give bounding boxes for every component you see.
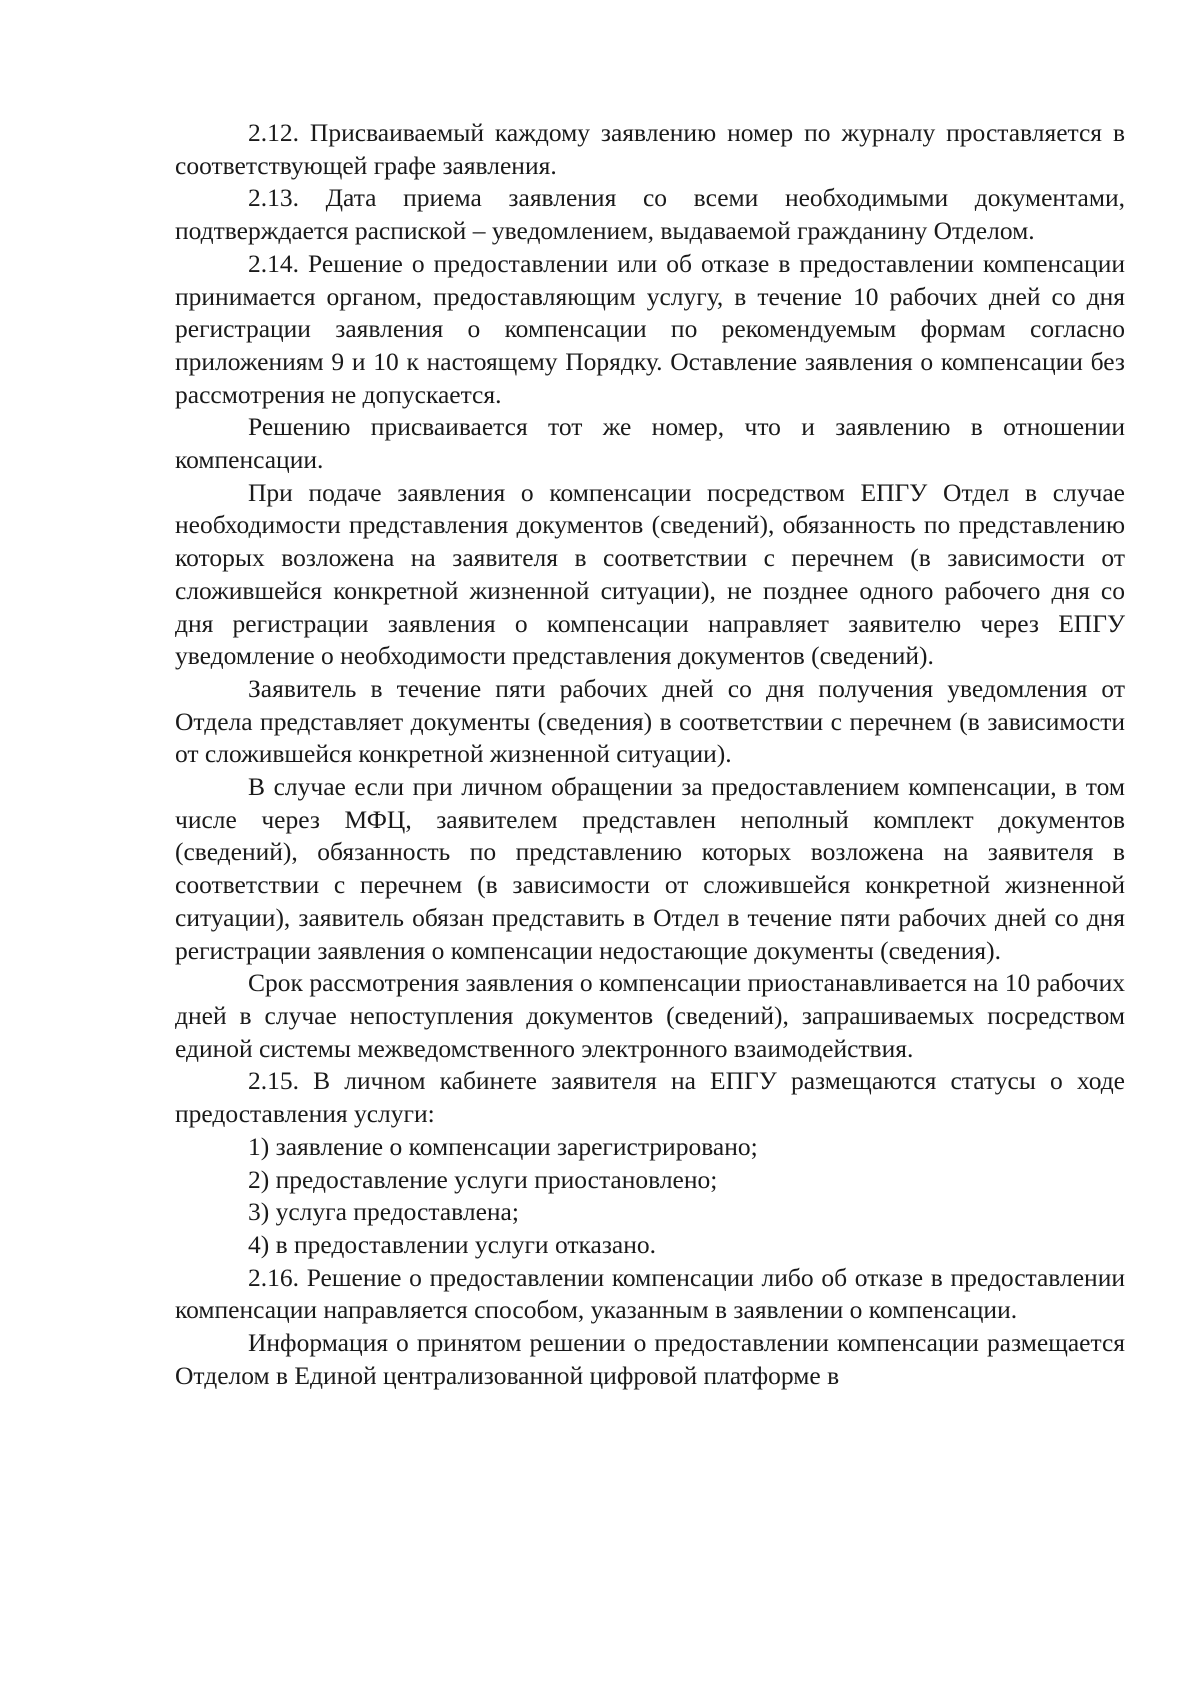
paragraph-decision-number: Решению присваивается тот же номер, что и заявлению в отношении компенсации. (175, 412, 1125, 475)
paragraph-decision-info: Информация о принятом решении о предоставлении компенсации размещается Отделом в Единой централизованной цифровой платформе в (175, 1328, 1125, 1390)
paragraph-applicant-deadline: Заявитель в течение пяти рабочих дней со дня получения уведомления от Отдела представляет документы (сведения) в соответствии с перечнем (в зависимости от сложившейся конкретной жизненной ситуации). (175, 673, 1125, 769)
status-list-item: 3) услуга предоставлена; (248, 1197, 519, 1227)
document-body (175, 117, 1125, 1392)
status-list-item: 1) заявление о компенсации зарегистрировано; (248, 1131, 758, 1161)
paragraph-2-12: 2.12. Присваиваемый каждому заявлению номер по журналу проставляется в соответствующей графе заявления. (175, 118, 1125, 180)
paragraph-2-13: 2.13. Дата приема заявления со всеми необходимыми документами, подтверждается распиской – уведомлением, выдаваемой гражданину Отделом. (175, 183, 1125, 246)
paragraph-2-15: 2.15. В личном кабинете заявителя на ЕПГУ размещаются статусы о ходе предоставления услуги: (175, 1066, 1125, 1129)
paragraph-2-16: 2.16. Решение о предоставлении компенсации либо об отказе в предоставлении компенсации направляется способом, указанным в заявлении о компенсации. (175, 1262, 1125, 1325)
status-list-item: 4) в предоставлении услуги отказано. (248, 1229, 656, 1259)
paragraph-incomplete-documents: В случае если при личном обращении за предоставлением компенсации, в том числе через МФЦ, заявителем представлен неполный комплект документов (сведений), обязанность по представлению которых возложена на заявителя в соответствии с перечнем (в зависимости от сложившейся конкретной жизненной ситуации), заявитель обязан представить в Отдел в течение пяти рабочих дней со дня регистрации заявления о компенсации недостающие документы (сведения). (175, 772, 1125, 965)
paragraph-suspension-term: Срок рассмотрения заявления о компенсации приостанавливается на 10 рабочих дней в случае непоступления документов (сведений), запрашиваемых посредством единой системы межведомственного электронного взаимодействия. (175, 968, 1125, 1063)
status-list-item: 2) предоставление услуги приостановлено; (248, 1164, 718, 1194)
paragraph-epgu-submission: При подаче заявления о компенсации посредством ЕПГУ Отдел в случае необходимости представления документов (сведений), обязанность по представлению которых возложена на заявителя в соответствии с перечнем (в зависимости от сложившейся конкретной жизненной ситуации), не позднее одного рабочего дня со дня регистрации заявления о компенсации направляет заявителю через ЕПГУ уведомление о необходимости представления документов (сведений). (175, 477, 1125, 671)
paragraph-2-14: 2.14. Решение о предоставлении или об отказе в предоставлении компенсации принимается органом, предоставляющим услугу, в течение 10 рабочих дней со дня регистрации заявления о компенсации по рекомендуемым формам согласно приложениям 9 и 10 к настоящему Порядку. Оставление заявления о компенсации без рассмотрения не допускается. (175, 248, 1125, 409)
